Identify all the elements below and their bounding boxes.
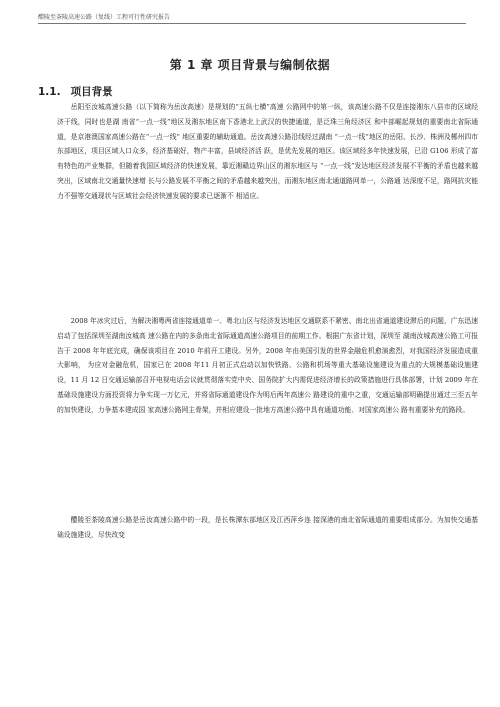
body-paragraph-1 [57,100,478,203]
section-number: 1.1. [38,86,61,98]
paragraph-text: 2008 年冰灾过后，为解决湘粤两省连接通道单一、粤北山区与经济发达地区交通联系不紧密、南北出省通道建设滞后的问题，广东迅速启动了包括深圳至湖南汝城高 速公路在内的多条南北省际通道高速公路项目的前期工作。根据广东省计划，深圳至 湖南汝城高速公路工可报告于 2008 年年底完成，确保该项目在 2010 年前开工建设。另外，2008 年由美国引发的世界金融危机愈演愈烈，对我国经济发展造成重大影响， 为应对金融危机，国家已在 2008 年11 月初正式启动以加快铁路、公路和机场等重大基础设施建设为重点的大规模基础设施建设，11 月 12 日交通运输部召开电视电话会议就贯彻落实党中央、国务院扩大内需促进经济增长的政策措施进行具体部署，计划 2009 年在基础设施建设方面投资将力争实现一万亿元，并将省际通道建设作为明后两年高速公 路建设的重中之重，交通运输部明确提出通过三至五年的加快建设，力争基本建成国 家高速公路网主骨架，并相应建设一批地方高速公路中具有通道功能、对国家高速公 路有重要补充的路段。 [57,317,478,414]
paragraph-text: 醴陵至茶陵高速公路是岳汝高速公路中的一段，是长株潭东部地区及江西萍乡连 接深港的南北省际通道的重要组成部分。为加快交通基础设施建设，尽快改变 [57,516,478,539]
section-title: 项目背景 [70,86,113,98]
paragraph-text: 岳阳至汝城高速公路（以下简称为岳汝高速）是规划的“五纵七横”高速 公路网中的第一纵，该高速公路不仅是连接湘东八县市的区域经济干线，同时也是湖 南省“一点一线”地区及湘东地区南下香港北上武汉的快捷通道，是泛珠三角经济区 和中部崛起规划的重要南北省际通道，是京港澳国家高速公路在“一点一线” 地区重要的辅助通道。岳汝高速公路沿线经过湖南 “一点一线”地区的岳阳、长沙、株洲及郴州四市东部地区，项目区域人口众多，经济基础好，物产丰富，县域经济活 跃，是优先发展的地区。该区域经多年快速发展，已沿 G106 形成了富有特色的产业集群，但随着我国区域经济的快速发展，靠近湘赣边界山区的湘东地区与 “一点一线”发达地区经济发展不平衡的矛盾也越来越突出，区域南北交通量快速增 长与公路发展不平衡之间的矛盾越来越突出，而湘东地区南北通道路网单一，公路通 达深度不足，路网抗灾能力不强等交通现状与区域社会经济快速发展的要求已逐渐不 相适应。 [57,103,478,200]
body-paragraph-3 [57,513,478,543]
body-paragraph-2 [57,314,478,417]
section-heading [38,84,113,99]
page-header: 醴陵至茶陵高速公路（复线）工程可行性研究报告 [38,12,466,24]
chapter-title: 第 1 章 项目背景与编制依据 [169,58,331,72]
